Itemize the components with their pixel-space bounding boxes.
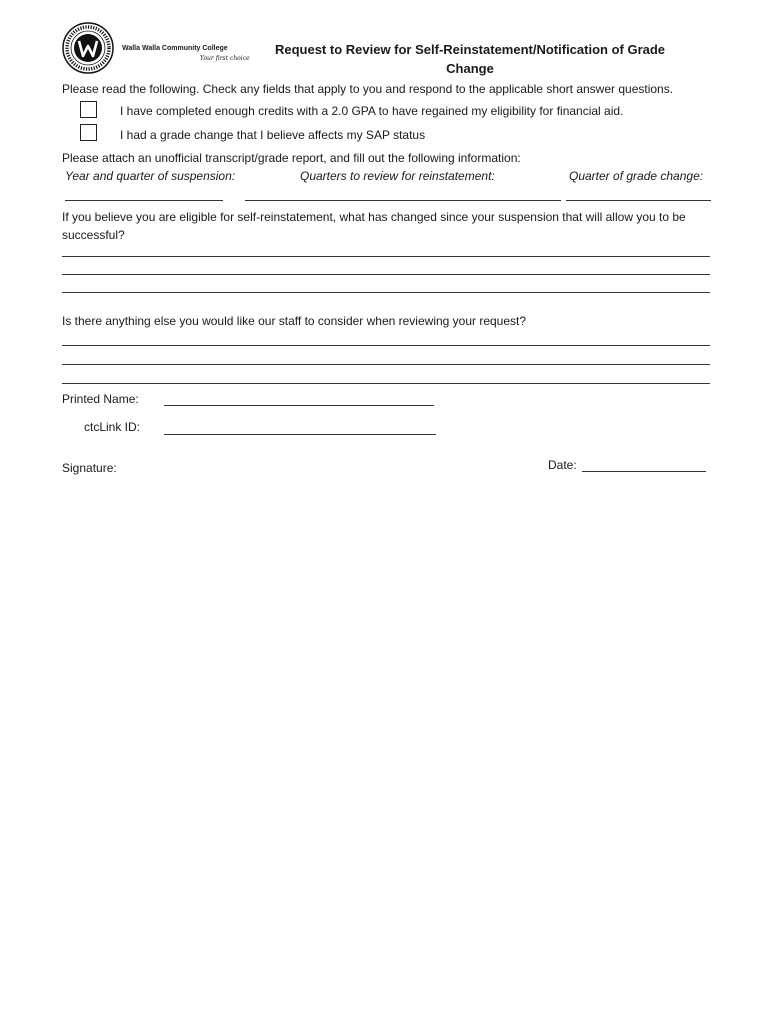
checkbox-regained-eligibility[interactable] xyxy=(80,101,97,118)
question-1: If you believe you are eligible for self-reinstatement, what has changed since your suspension that will allow you to be successful? xyxy=(62,210,686,242)
intro-text: Please read the following. Check any fields that apply to you and respond to the applicable short answer questions. xyxy=(62,82,674,96)
college-seal-logo xyxy=(62,22,114,74)
answer-2-line-1[interactable] xyxy=(62,345,710,346)
answer-1-line-3[interactable] xyxy=(62,292,710,293)
college-tagline: Your first choice xyxy=(200,55,250,62)
checkbox-grade-change[interactable] xyxy=(80,124,97,141)
quarters-review-input-line[interactable] xyxy=(245,200,561,201)
date-input-line[interactable] xyxy=(582,471,706,472)
quarter-grade-change-label: Quarter of grade change: xyxy=(569,169,704,183)
answer-1-line-2[interactable] xyxy=(62,274,710,275)
year-quarter-input-line[interactable] xyxy=(65,200,223,201)
ctclink-label: ctcLink ID: xyxy=(84,420,141,434)
year-quarter-label: Year and quarter of suspension: xyxy=(65,169,236,183)
quarters-review-label: Quarters to review for reinstatement: xyxy=(300,169,495,183)
date-label: Date: xyxy=(548,458,577,472)
attach-instruction: Please attach an unofficial transcript/grade report, and fill out the following information: xyxy=(62,151,521,165)
quarter-grade-change-input-line[interactable] xyxy=(566,200,711,201)
college-name: Walla Walla Community College xyxy=(122,45,228,52)
ctclink-input-line[interactable] xyxy=(164,434,436,435)
printed-name-label: Printed Name: xyxy=(62,392,139,406)
answer-2-line-3[interactable] xyxy=(62,383,710,384)
answer-2-line-2[interactable] xyxy=(62,364,710,365)
checkbox-label-grade-change: I had a grade change that I believe affects my SAP status xyxy=(120,128,426,142)
answer-1-line-1[interactable] xyxy=(62,256,710,257)
form-title: Request to Review for Self-Reinstatement/Notification of Grade Change xyxy=(274,42,666,76)
printed-name-input-line[interactable] xyxy=(164,405,434,406)
checkbox-label-regained-eligibility: I have completed enough credits with a 2.0 GPA to have regained my eligibility for financial aid. xyxy=(120,104,624,118)
question-2: Is there anything else you would like our staff to consider when reviewing your request? xyxy=(62,314,527,328)
signature-label: Signature: xyxy=(62,461,117,475)
